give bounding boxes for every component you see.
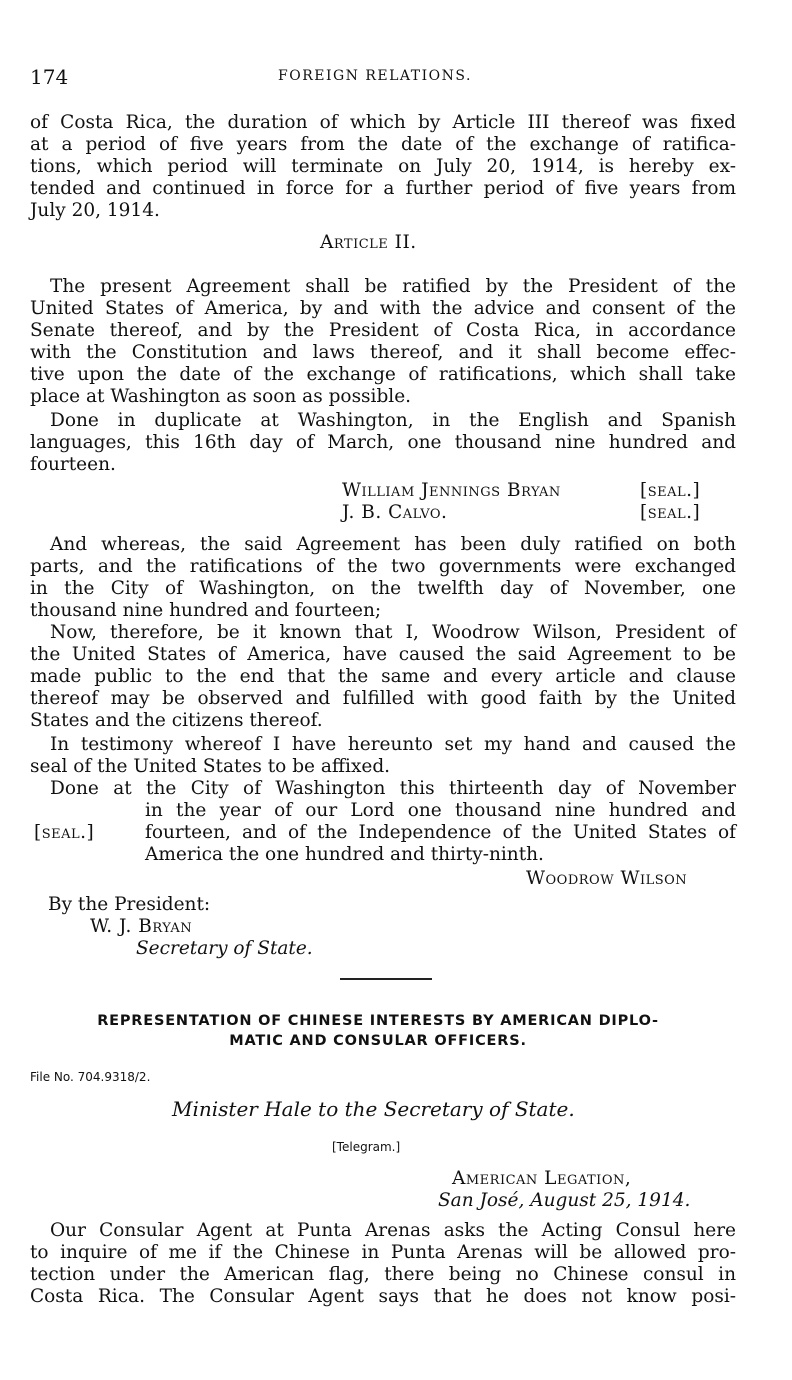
document-type: [Telegram.] [332,1140,401,1154]
text-line: fourteen, and of the Independence of the United States of [145,822,736,843]
text-line: Costa Rica. The Consular Agent says that he does not know posi- [30,1286,736,1307]
seal-mark: [seal.] [34,822,95,843]
text-line: tive upon the date of the exchange of ratifications, which shall take [30,364,736,385]
text-line: fourteen. [30,454,116,475]
text-line: made public to the end that the same and every article and clause [30,666,736,687]
text-line: Our Consular Agent at Punta Arenas asks the Acting Consul here [50,1220,736,1241]
text-line: of Costa Rica, the duration of which by Article III thereof was fixed [30,112,736,133]
text-line: in the City of Washington, on the twelfth day of November, one [30,578,736,599]
text-line: with the Constitution and laws thereof, and it shall become effec- [30,342,736,363]
text-line: America the one hundred and thirty-ninth. [145,844,544,865]
attestation-title: Secretary of State. [136,938,313,959]
text-line: at a period of five years from the date of the exchange of ratifica- [30,134,736,155]
dateline-date: San José, August 25, 1914. [438,1190,691,1211]
text-line: And whereas, the said Agreement has been duly ratified on both [50,534,736,555]
text-line: In testimony whereof I have hereunto set my hand and caused the [50,734,736,755]
document-title: Minister Hale to the Secretary of State. [172,1097,575,1121]
section-divider [340,978,432,980]
text-line: Done at the City of Washington this thirteenth day of November [50,778,736,799]
running-title: FOREIGN RELATIONS. [278,68,472,84]
seal-mark: [seal.] [640,502,701,523]
section-heading-line1: REPRESENTATION OF CHINESE INTERESTS BY AMERICAN DIPLO- [97,1013,659,1029]
text-line: tended and continued in force for a further period of five years from [30,178,736,199]
text-line: in the year of our Lord one thousand nine hundred and [145,800,736,821]
text-line: parts, and the ratifications of the two governments were exchanged [30,556,736,577]
by-the-president: By the President: [48,894,211,915]
text-line: languages, this 16th day of March, one thousand nine hundred and [30,432,736,453]
text-line: seal of the United States to be affixed. [30,756,391,777]
text-line: thereof may be observed and fulfilled with good faith by the United [30,688,736,709]
text-line: tection under the American flag, there being no Chinese consul in [30,1264,736,1285]
dateline-place: American Legation, [452,1168,632,1189]
signatory-name: J. B. Calvo. [342,502,448,523]
file-number: File No. 704.9318/2. [30,1070,151,1084]
text-line: Done in duplicate at Washington, in the English and Spanish [50,410,736,431]
section-heading-line2: MATIC AND CONSULAR OFFICERS. [229,1033,527,1049]
article-heading: Article II. [320,232,417,253]
text-line: States and the citizens thereof. [30,710,323,731]
text-line: place at Washington as soon as possible. [30,386,412,407]
text-line: Senate thereof, and by the President of Costa Rica, in accordance [30,320,736,341]
text-line: thousand nine hundred and fourteen; [30,600,382,621]
text-line: United States of America, by and with the advice and consent of the [30,298,736,319]
signature-name: Woodrow Wilson [526,868,688,889]
text-line: The present Agreement shall be ratified by the President of the [50,276,736,297]
signatory-name: William Jennings Bryan [342,480,561,501]
page-number: 174 [30,65,69,89]
text-line: Now, therefore, be it known that I, Woodrow Wilson, President of [50,622,736,643]
text-line: to inquire of me if the Chinese in Punta Arenas will be allowed pro- [30,1242,736,1263]
seal-mark: [seal.] [640,480,701,501]
text-line: the United States of America, have caused the said Agreement to be [30,644,736,665]
text-line: tions, which period will terminate on July 20, 1914, is hereby ex- [30,156,736,177]
text-line: July 20, 1914. [30,200,160,221]
attestation-name: W. J. Bryan [90,916,193,937]
